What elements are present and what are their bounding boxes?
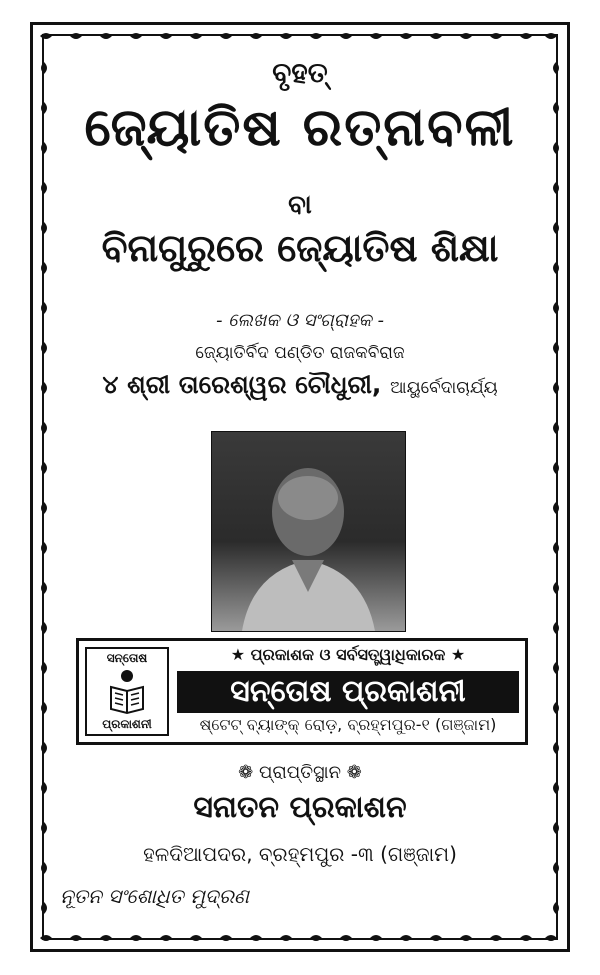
author-credential: ଜ୍ୟୋତିର୍ବିଦ ପଣ୍ଡିତ ରାଜକବିରାଜ <box>195 343 405 363</box>
title-conjunction: ବା <box>288 190 312 220</box>
book-title: ଜ୍ୟୋତିଷ ରତ୍ନାବଳୀ <box>84 98 516 158</box>
book-subtitle: ବିନାଗୁରୁରେ ଜ୍ୟୋତିଷ ଶିକ୍ଷା <box>101 226 499 270</box>
publisher-name: ସନ୍ତୋଷ ପ୍ରକାଶନୀ <box>177 671 519 713</box>
author-name: ୪ ଶ୍ରୀ ତାରେଶ୍ୱର ଚୌଧୁରୀ, <box>102 370 382 399</box>
publisher-logo <box>85 647 169 736</box>
author-role: - ଲେଖକ ଓ ସଂଗ୍ରାହକ - <box>215 310 384 331</box>
logo-text-top: ସନ୍ତୋଷ <box>106 651 148 665</box>
availability-label: ❁ ପ୍ରାପ୍ତିସ୍ଥାନ ❁ <box>238 762 362 783</box>
author-suffix: ଆୟୁର୍ବେଦାଚାର୍ଯ୍ୟ <box>390 378 498 398</box>
portrait-icon <box>212 432 405 631</box>
book-reader-icon <box>101 667 153 715</box>
edition-note: ନୂତନ ସଂଶୋଧିତ ମୁଦ୍ରଣ <box>60 884 249 908</box>
author-line <box>0 370 600 400</box>
distributor-name: ସନାତନ ପ୍ରକାଶନ <box>193 790 407 825</box>
publisher-info <box>177 645 519 738</box>
publisher-box <box>76 638 528 745</box>
logo-text-bottom: ପ୍ରକାଶନୀ <box>102 717 152 731</box>
distributor-address: ହଳଦିଆପଦର, ବ୍ରହ୍ମପୁର -୩ (ଗଞ୍ଜାମ) <box>143 842 457 866</box>
publisher-address: ଷ୍ଟେଟ୍ ବ୍ୟାଙ୍କ୍ ରୋଡ଼, ବ୍ରହ୍ମପୁର-୧ (ଗଞ୍ଜାମ) <box>199 715 497 734</box>
publisher-label: ★ ପ୍ରକାଶକ ଓ ସର୍ବସତ୍ତ୍ୱାଧିକାରକ ★ <box>230 645 466 664</box>
author-portrait <box>211 431 406 632</box>
title-prefix: ବୃହତ୍ <box>272 56 328 89</box>
